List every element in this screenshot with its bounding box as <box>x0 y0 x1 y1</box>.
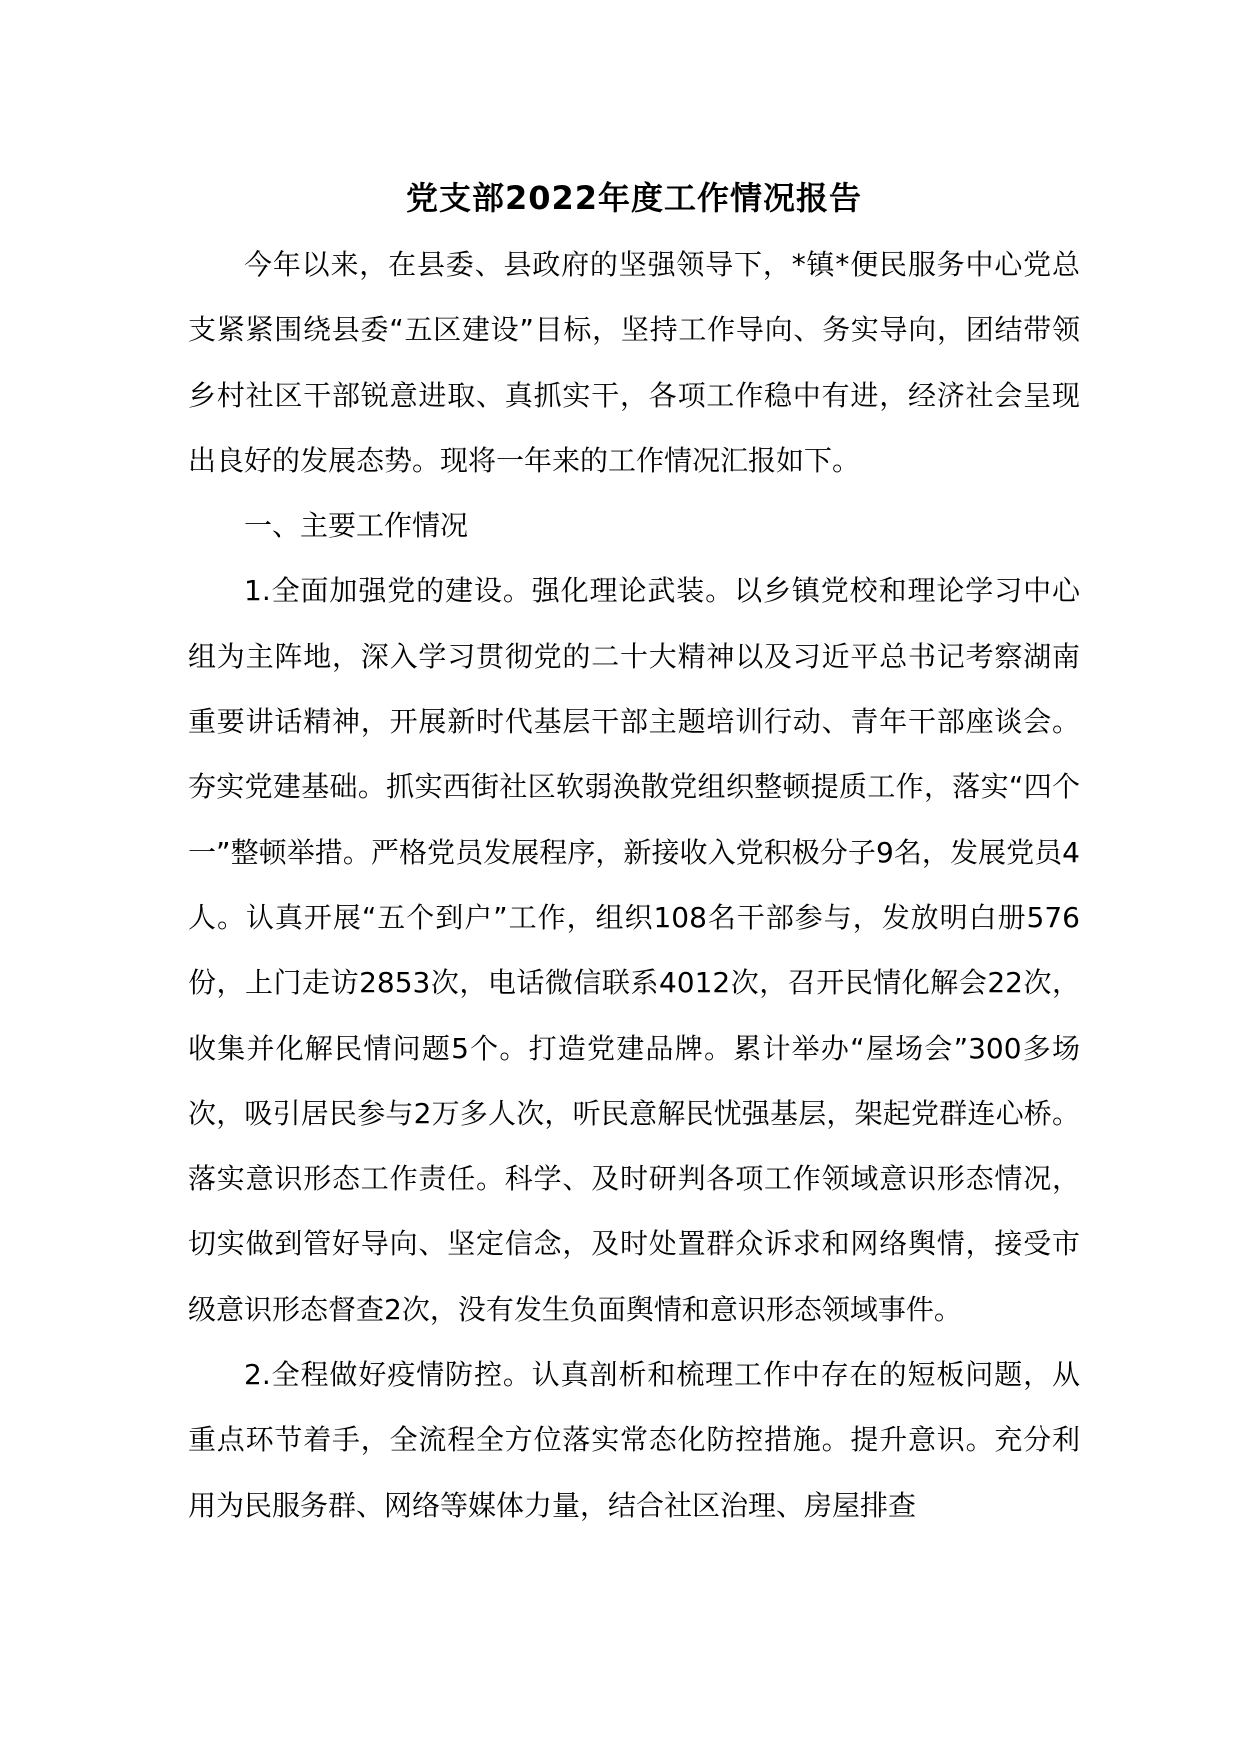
intro-paragraph: 今年以来，在县委、县政府的坚强领导下，*镇*便民服务中心党总支紧紧围绕县委“五区建设”目标，坚持工作导向、务实导向，团结带领乡村社区干部锐意进取、真抓实干，各项工作稳中有进，经济社会呈现出良好的发展态势。现将一年来的工作情况汇报如下。 <box>188 248 1080 477</box>
paragraph-party-building: 1.全面加强党的建设。强化理论武装。以乡镇党校和理论学习中心组为主阵地，深入学习贯彻党的二十大精神以及习近平总书记考察湖南重要讲话精神，开展新时代基层干部主题培训行动、青年干部座谈会。夯实党建基础。抓实西街社区软弱涣散党组织整顿提质工作，落实“四个一”整顿举措。严格党员发展程序，新接收入党积极分子9名，发展党员4人。认真开展“五个到户”工作，组织108名干部参与，发放明白册576份，上门走访2853次，电话微信联系4012次，召开民情化解会22次，收集并化解民情问题5个。打造党建品牌。累计举办“屋场会”300多场次，吸引居民参与2万多人次，听民意解民忧强基层，架起党群连心桥。落实意识形态工作责任。科学、及时研判各项工作领域意识形态情况，切实做到管好导向、坚定信念，及时处置群众诉求和网络舆情，接受市级意识形态督查2次，没有发生负面舆情和意识形态领域事件。 <box>188 574 1080 1326</box>
paragraph-epidemic-control: 2.全程做好疫情防控。认真剖析和梳理工作中存在的短板问题，从重点环节着手，全流程全方位落实常态化防控措施。提升意识。充分利用为民服务群、网络等媒体力量，结合社区治理、房屋排查 <box>188 1358 1080 1522</box>
document-title: 党支部2022年度工作情况报告 <box>405 179 863 217</box>
document-page <box>188 176 1080 1538</box>
section-heading-main-work: 一、主要工作情况 <box>244 509 469 543</box>
